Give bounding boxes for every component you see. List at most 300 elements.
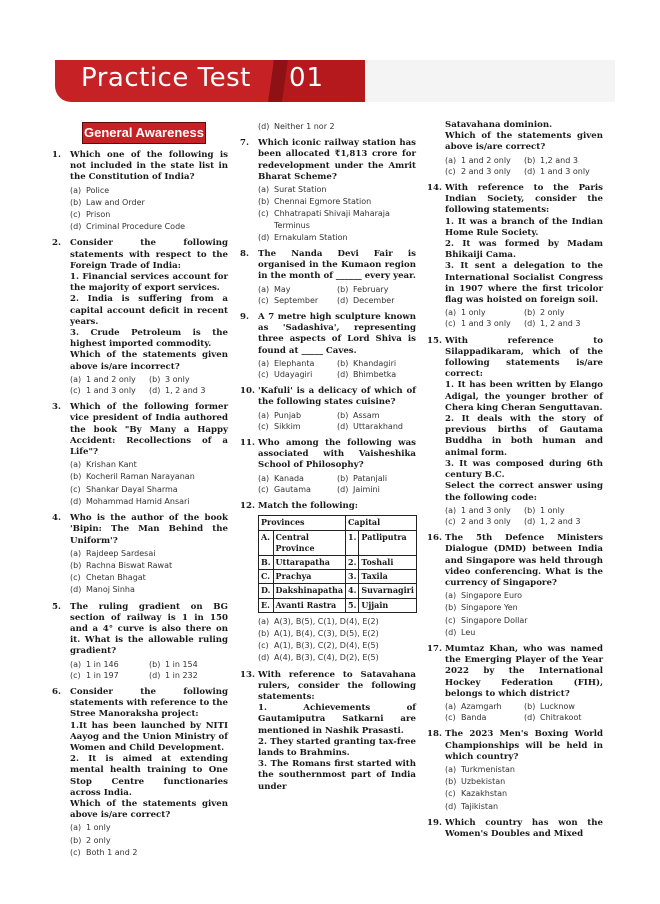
option-text: Azamgarh (461, 701, 502, 711)
table-cell: Patliputra (359, 530, 417, 555)
table-cell: 2. (346, 555, 359, 569)
answer-option (524, 307, 603, 318)
option-text: Singapore Dollar (461, 615, 528, 625)
answer-option (258, 232, 416, 243)
options-grid (445, 701, 603, 723)
statement-line: Which of the statements given above is/are correct? (70, 798, 228, 821)
option-letter: (a) (258, 358, 270, 368)
answer-option (445, 801, 603, 812)
table-cell: A. (259, 530, 274, 555)
answer-option (445, 764, 603, 775)
option-letter: (d) (524, 319, 536, 329)
question-number: 17. (427, 643, 442, 654)
table-cell: 5. (346, 598, 359, 612)
option-text: Patanjali (353, 473, 388, 483)
table-cell: Uttarapatha (273, 555, 346, 569)
option-text: 1 in 146 (86, 659, 119, 669)
statement-line: 1. It has been written by Elango Adigal, the younger brother of Chera king Cheran Senguttavan. (445, 380, 603, 413)
banner-tail (365, 60, 615, 102)
option-letter: (b) (149, 659, 161, 669)
table-row (259, 530, 417, 555)
option-letter: (a) (445, 505, 457, 515)
table-row (259, 584, 417, 598)
question-text: Consider the following statements with reference to the Stree Manoraksha project: (70, 686, 228, 720)
answer-option (524, 712, 603, 723)
answer-option (445, 307, 524, 318)
table-cell: D. (259, 584, 274, 598)
option-text: Criminal Procedure Code (86, 222, 186, 232)
option-text: Prison (86, 210, 111, 220)
option-letter: (a) (70, 823, 82, 833)
options-grid (258, 473, 416, 495)
question-item (52, 513, 228, 595)
question-item (427, 818, 603, 840)
option-letter: (c) (445, 713, 456, 723)
table-cell: 3. (346, 570, 359, 584)
question-number: 18. (427, 729, 442, 740)
answer-option (445, 602, 603, 613)
option-letter: (d) (524, 166, 536, 176)
table-cell: 4. (346, 584, 359, 598)
question-item (240, 121, 416, 132)
answer-option (70, 484, 228, 495)
option-letter: (b) (524, 505, 536, 515)
option-letter: (a) (258, 284, 270, 294)
statement-line: 1.It has been launched by NITI Aayog and the Union Ministry of Women and Child Development. (70, 720, 228, 753)
option-text: Shankar Dayal Sharma (86, 484, 178, 494)
option-text: Kocheril Raman Narayanan (86, 472, 195, 482)
option-letter: (b) (70, 197, 82, 207)
option-letter: (d) (337, 295, 349, 305)
question-number: 13. (240, 669, 255, 680)
answer-option (445, 701, 524, 712)
answer-option (258, 196, 416, 207)
question-number: 3. (52, 402, 61, 413)
question-text: 'Kafuli' is a delicacy of which of the following states cuisine? (258, 386, 416, 408)
question-number: 12. (240, 501, 255, 512)
question-item (52, 150, 228, 232)
option-letter: (d) (337, 484, 349, 494)
answer-option (337, 421, 416, 432)
option-letter: (b) (258, 628, 270, 638)
options-grid (70, 374, 228, 396)
question-number: 2. (52, 238, 61, 249)
question-number: 5. (52, 601, 61, 612)
answer-option (70, 471, 228, 482)
option-text: Kanada (274, 473, 304, 483)
option-text: Singapore Yen (461, 603, 518, 613)
match-table (258, 515, 417, 612)
table-cell: C. (259, 570, 274, 584)
option-letter: (c) (70, 573, 81, 583)
option-letter: (c) (70, 847, 81, 857)
option-text: Rajdeep Sardesai (86, 548, 156, 558)
option-text: Chennai Egmore Station (274, 197, 372, 207)
option-text: Manoj Sinha (86, 585, 135, 595)
option-letter: (b) (445, 777, 457, 787)
question-item (240, 501, 416, 663)
option-text: Sikkim (274, 421, 301, 431)
option-text: Turkmenistan (461, 764, 515, 774)
option-letter: (a) (258, 410, 270, 420)
table-cell: Taxila (359, 570, 417, 584)
answer-option (149, 670, 228, 681)
question-item (52, 402, 228, 507)
question-text: The ruling gradient on BG section of railway is 1 in 150 and a 4° curve is also there on it. What is the allowable ruling gradient? (70, 601, 228, 657)
question-text: Who among the following was associated with Vaisheshika School of Philosophy? (258, 438, 416, 471)
question-number: 4. (52, 513, 61, 524)
question-number: 16. (427, 533, 442, 544)
option-text: 1 only (540, 505, 565, 515)
option-text: September (274, 295, 319, 305)
option-text: Elephanta (274, 358, 315, 368)
option-letter: (d) (337, 421, 349, 431)
question-item (240, 438, 416, 495)
statement-line: 1. Financial services account for the majority of export services. (70, 272, 228, 294)
option-letter: (a) (445, 591, 457, 601)
option-text: Neither 1 nor 2 (274, 122, 335, 131)
answer-option (337, 284, 416, 295)
statement-line: 3. The Romans first started with the southernmost part of India under (258, 759, 416, 792)
option-letter: (b) (149, 374, 161, 384)
statement-line: 2. It is aimed at extending mental health training to One Stop Centre functionaries across India. (70, 754, 228, 798)
statement-line: Which of the statements given above is/are correct? (445, 131, 603, 153)
answer-option (524, 505, 603, 516)
question-item (427, 644, 603, 723)
option-letter: (c) (70, 386, 81, 396)
answer-option (258, 421, 337, 432)
statement-line: Which of the statements given above is/are incorrect? (70, 350, 228, 372)
question-item (427, 183, 603, 330)
option-letter: (b) (258, 197, 270, 207)
option-text: A(1), B(3), C(2), D(4), E(5) (274, 641, 379, 651)
answer-option (445, 155, 524, 166)
option-text: 1,2 and 3 (540, 155, 578, 165)
option-text: 1 and 2 only (461, 155, 511, 165)
table-cell: Central Province (273, 530, 346, 555)
option-text: 1 and 3 only (540, 166, 590, 176)
statement-line: 3. It sent a delegation to the International Socialist Congress in 1907 where the first tricolor flag was hoisted on foreign soil. (445, 261, 603, 306)
answer-option (337, 410, 416, 421)
question-text: With reference to Silappadikaram, which of the following statements is/are correct: (445, 335, 603, 380)
option-text: Tajikistan (461, 801, 499, 811)
option-text: Chhatrapati Shivaji Maharaja Terminus (274, 209, 390, 230)
option-text: Udayagiri (274, 370, 313, 380)
answer-option (445, 318, 524, 329)
question-number: 7. (240, 138, 249, 149)
answer-option (445, 627, 603, 638)
option-text: Police (86, 185, 110, 195)
answer-option (70, 670, 149, 681)
option-text: 2 and 3 only (461, 166, 511, 176)
answer-option (70, 548, 228, 559)
answer-option (524, 701, 603, 712)
option-letter: (d) (445, 801, 457, 811)
question-item (427, 533, 603, 638)
option-text: 1 and 3 only (461, 319, 511, 329)
question-text: Who is the author of the book 'Bipin: The Man Behind the Uniform'? (70, 513, 228, 546)
answer-option (524, 516, 603, 527)
option-letter: (c) (445, 615, 456, 625)
question-item (240, 312, 416, 380)
option-letter: (a) (70, 185, 82, 195)
question-number: 14. (427, 183, 442, 194)
statement-line: 2. It deals with the story of previous births of Gautama Buddha in both human and animal form. (445, 414, 603, 458)
answer-option (258, 369, 337, 380)
header-banner (55, 60, 615, 102)
answer-option (70, 659, 149, 670)
option-letter: (a) (70, 460, 82, 470)
answer-option (70, 459, 228, 470)
option-text: 1, 2 and 3 (540, 319, 581, 329)
question-text: Which country has won the Women's Doubles and Mixed (445, 817, 603, 839)
option-letter: (d) (524, 713, 536, 723)
option-letter: (d) (258, 653, 270, 663)
option-text: A(4), B(3), C(4), D(2), E(5) (274, 653, 379, 663)
question-item (240, 386, 416, 432)
answer-option (258, 121, 416, 132)
option-text: Khandagiri (353, 358, 397, 368)
option-letter: (c) (258, 295, 269, 305)
answer-option (258, 410, 337, 421)
answer-option (258, 284, 337, 295)
statement-line: 3. It was composed during 6th century B.C. (445, 458, 603, 481)
answer-option (337, 358, 416, 369)
option-text: Bhimbetka (353, 370, 397, 380)
answer-option (149, 374, 228, 385)
answer-option (337, 369, 416, 380)
statement-line: Satavahana dominion. (445, 120, 553, 130)
table-cell: E. (259, 598, 274, 612)
page-title: Practice Test (81, 63, 251, 93)
answer-option (258, 640, 416, 651)
option-letter: (b) (337, 473, 349, 483)
option-letter: (d) (524, 516, 536, 526)
question-item (240, 249, 416, 306)
option-text: 1 only (86, 823, 111, 833)
option-text: 2 only (540, 308, 565, 318)
option-letter: (b) (524, 308, 536, 318)
option-text: 2 and 3 only (461, 516, 511, 526)
answer-option (70, 847, 228, 858)
option-letter: (d) (445, 627, 457, 637)
option-text: Assam (353, 410, 380, 420)
statement-line: 2. India is suffering from a capital account deficit in recent years. (70, 294, 228, 327)
option-text: A(1), B(4), C(3), D(5), E(2) (274, 628, 379, 638)
answer-option (445, 505, 524, 516)
table-cell: Avanti Rastra (273, 598, 346, 612)
statement-line: 1. It was a branch of the Indian Home Rule Society. (445, 216, 603, 238)
answer-option (70, 385, 149, 396)
question-number: 8. (240, 249, 249, 260)
answer-option (70, 822, 228, 833)
table-cell: Prachya (273, 570, 346, 584)
option-text: Krishan Kant (86, 460, 137, 470)
question-number: 19. (427, 817, 442, 828)
answer-option (70, 572, 228, 583)
table-cell: B. (259, 555, 274, 569)
option-letter: (c) (258, 421, 269, 431)
statement-line: 2. It was formed by Madam Bhikaiji Cama. (445, 239, 603, 261)
column-3 (427, 120, 603, 846)
option-text: 1 and 3 only (461, 505, 511, 515)
option-text: Ernakulam Station (274, 232, 348, 242)
answer-option (445, 615, 603, 626)
option-text: Surat Station (274, 185, 327, 195)
option-text: 1 in 232 (165, 670, 198, 680)
question-item (427, 336, 603, 527)
answer-option (445, 516, 524, 527)
option-letter: (d) (70, 585, 82, 595)
answer-option (524, 155, 603, 166)
option-letter: (c) (258, 209, 269, 219)
option-text: Chitrakoot (540, 713, 582, 723)
option-letter: (a) (445, 308, 457, 318)
question-text: Which iconic railway station has been allocated ₹1,813 crore for redevelopment under the Amrit Bharat Scheme? (258, 138, 416, 182)
answer-option (70, 374, 149, 385)
option-letter: (a) (70, 374, 82, 384)
option-letter: (d) (149, 670, 161, 680)
option-text: Mohammad Hamid Ansari (86, 496, 190, 506)
option-letter: (a) (258, 185, 270, 195)
option-letter: (a) (70, 659, 82, 669)
answer-option (258, 628, 416, 639)
question-text: With reference to Satavahana rulers, consider the following statements: (258, 669, 416, 702)
answer-option (445, 712, 524, 723)
option-text: February (353, 284, 389, 294)
option-text: Law and Order (86, 197, 145, 207)
option-text: May (274, 284, 291, 294)
question-number: 11. (240, 438, 255, 449)
answer-option (70, 185, 228, 196)
option-letter: (d) (258, 122, 270, 131)
option-letter: (a) (445, 155, 457, 165)
answer-option (70, 221, 228, 232)
options-grid (258, 410, 416, 432)
options-grid (445, 307, 603, 329)
question-item (427, 120, 603, 177)
answer-option (70, 209, 228, 220)
answer-option (445, 788, 603, 799)
option-letter: (c) (70, 210, 81, 220)
answer-option (70, 835, 228, 846)
question-number: 15. (427, 335, 442, 346)
options-grid (258, 284, 416, 306)
option-text: Punjab (274, 410, 302, 420)
answer-option (337, 484, 416, 495)
option-letter: (b) (337, 358, 349, 368)
question-text: The 5th Defence Ministers Dialogue (DMD) between India and Singapore was held through video conferencing. What is the currency of Singapore? (445, 533, 603, 588)
answer-option (149, 659, 228, 670)
question-text: Which one of the following is not included in the state list in the Constitution of India? (70, 150, 228, 183)
option-text: Lucknow (540, 701, 575, 711)
option-text: 1 in 197 (86, 670, 119, 680)
table-cell: Dakshinapatha (273, 584, 346, 598)
question-number: 9. (240, 312, 249, 323)
option-text: 1, 2 and 3 (165, 386, 206, 396)
option-letter: (b) (337, 410, 349, 420)
option-text: 1 in 154 (165, 659, 198, 669)
table-row (259, 598, 417, 612)
question-text: The Nanda Devi Fair is organised in the Kumaon region in the month of ______ every year. (258, 249, 416, 282)
options-grid (258, 358, 416, 380)
question-text: With reference to the Paris Indian Society, consider the following statements: (445, 183, 603, 216)
answer-option (258, 473, 337, 484)
question-number: 6. (52, 686, 61, 697)
answer-option (258, 358, 337, 369)
option-text: December (353, 295, 395, 305)
answer-option (258, 484, 337, 495)
option-text: Rachna Biswat Rawat (86, 560, 173, 570)
answer-option (70, 197, 228, 208)
answer-option (70, 584, 228, 595)
statement-line: 3. Crude Petroleum is the highest imported commodity. (70, 328, 228, 350)
options-grid (445, 505, 603, 527)
option-letter: (b) (445, 603, 457, 613)
column-2 (240, 120, 416, 799)
options-grid (445, 155, 603, 177)
option-text: 2 only (86, 835, 111, 845)
question-item (240, 670, 416, 793)
option-letter: (d) (70, 222, 82, 232)
table-header-provinces: Provinces (259, 516, 346, 530)
option-letter: (b) (337, 284, 349, 294)
option-text: A(3), B(5), C(1), D(4), E(2) (274, 616, 379, 626)
option-letter: (b) (524, 155, 536, 165)
option-letter: (b) (70, 835, 82, 845)
option-text: Gautama (274, 484, 311, 494)
option-letter: (b) (70, 472, 82, 482)
test-number: 01 (289, 63, 325, 93)
question-text: Consider the following statements with respect to the Foreign Trade of India: (70, 238, 228, 271)
question-item (240, 138, 416, 243)
question-item (52, 602, 228, 681)
option-letter: (c) (258, 484, 269, 494)
option-text: Jaimini (353, 484, 380, 494)
option-text: Chetan Bhagat (86, 573, 146, 583)
option-letter: (c) (258, 370, 269, 380)
option-letter: (d) (149, 386, 161, 396)
table-cell: Suvarnagiri (359, 584, 417, 598)
answer-option (445, 166, 524, 177)
question-item (52, 238, 228, 396)
question-item (427, 729, 603, 811)
table-cell: Toshali (359, 555, 417, 569)
option-text: 3 only (165, 374, 190, 384)
option-text: 1, 2 and 3 (540, 516, 581, 526)
option-letter: (b) (70, 560, 82, 570)
option-letter: (c) (445, 789, 456, 799)
answer-option (445, 776, 603, 787)
section-heading: General Awareness (82, 122, 206, 144)
option-letter: (c) (70, 670, 81, 680)
answer-option (258, 652, 416, 663)
answer-option (258, 208, 416, 230)
option-letter: (a) (258, 473, 270, 483)
answer-option (524, 166, 603, 177)
question-text: A 7 metre high sculpture known as 'Sadashiva', representing three aspects of Lord Shiva is found at _____ Caves. (258, 312, 416, 356)
question-text: The 2023 Men's Boxing World Championships will be held in which country? (445, 729, 603, 762)
options-grid (70, 659, 228, 681)
option-text: Kazakhstan (461, 789, 508, 799)
question-text: Match the following: (258, 501, 358, 512)
option-text: Both 1 and 2 (86, 847, 138, 857)
table-row (259, 570, 417, 584)
question-text: Which of the following former vice president of India authored the book "By Many a Happy Accident: Recollections of a Life"? (70, 402, 228, 458)
answer-option (524, 318, 603, 329)
option-text: Uzbekistan (461, 777, 506, 787)
option-letter: (d) (70, 496, 82, 506)
